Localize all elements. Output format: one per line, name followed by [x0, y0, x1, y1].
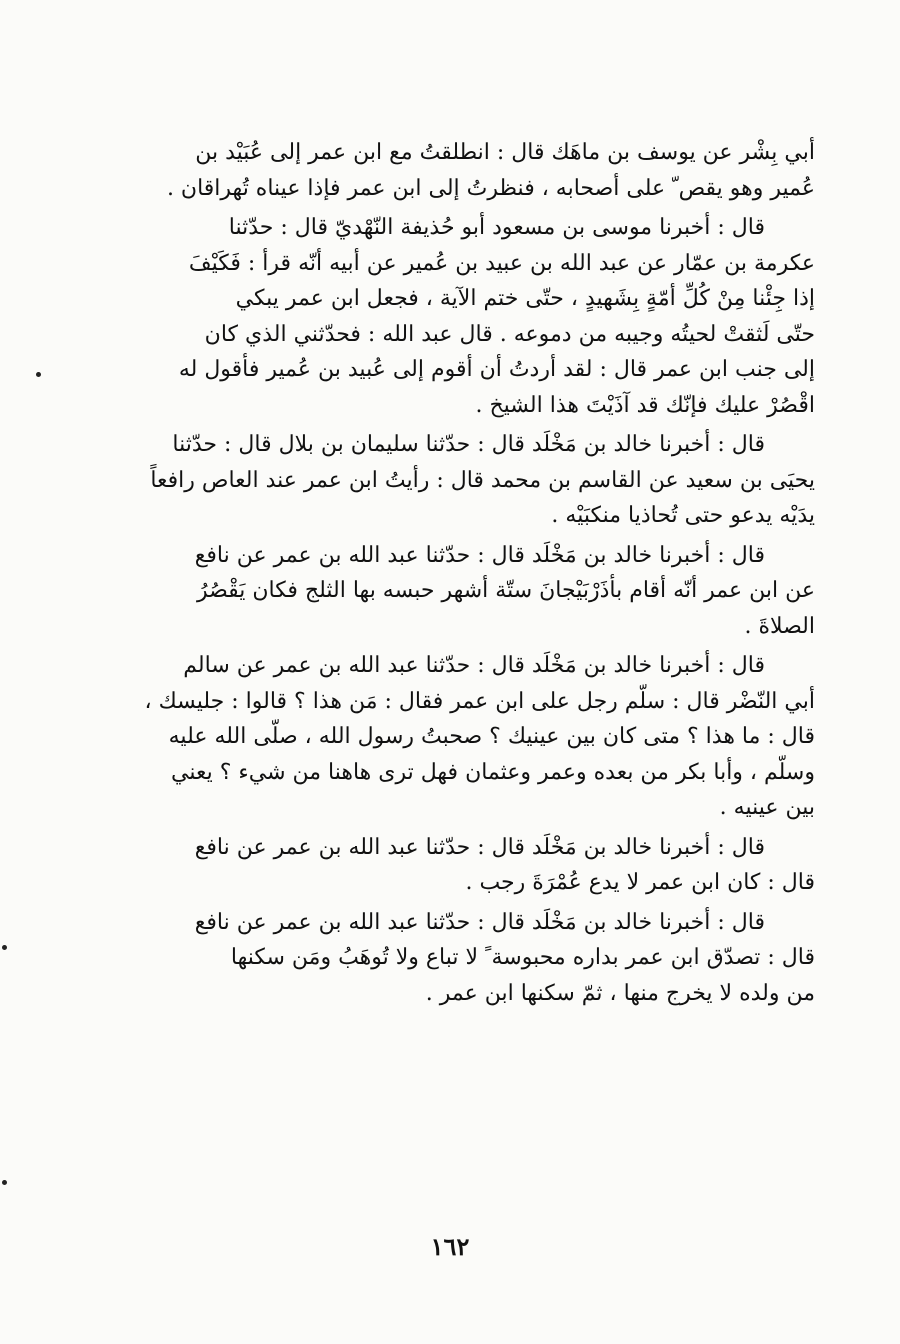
text-line: من ولده لا يخرج منها ، ثمّ سكنها ابن عمر . — [425, 980, 815, 1006]
text-line: اقْصُرْ عليك فإنّك قد آذَيْتَ هذا الشيخ . — [475, 392, 815, 418]
text-line: قال : أخبرنا خالد بن مَخْلَد قال : حدّثنا سليمان بن بلال قال : حدّثنا — [172, 432, 765, 457]
paragraph — [100, 135, 815, 206]
paragraph — [100, 905, 815, 1012]
text-line: أبي النّضْر قال : سلّم رجل على ابن عمر فقال : مَن هذا ؟ قالوا : جليسك ، — [144, 688, 815, 714]
text-line: إلى جنب ابن عمر قال : لقد أردتُ أن أقوم إلى عُبيد بن عُمير فأقول له — [178, 357, 815, 382]
text-line: عكرمة بن عمّار عن عبد الله بن عبيد بن عُمير عن أبيه أنّه قرأ : فَكَيْفَ — [188, 250, 815, 276]
text-line: قال : أخبرنا موسى بن مسعود أبو حُذيفة النّهْديّ قال : حدّثنا — [228, 215, 765, 240]
scan-speck — [2, 945, 7, 950]
paragraph — [100, 210, 815, 423]
text-line: يدَيْه يدعو حتى تُحاذيا منكبَيْه . — [551, 503, 815, 528]
paragraph — [100, 538, 815, 645]
text-line: قال : أخبرنا خالد بن مَخْلَد قال : حدّثنا عبد الله بن عمر عن سالم — [183, 653, 765, 678]
text-line: حتّى لَثقتْ لحيتُه وجيبه من دموعه . قال عبد الله : فحدّثني الذي كان — [204, 321, 815, 347]
scan-speck — [36, 372, 41, 377]
text-line: أبي بِشْر عن يوسف بن ماهَك قال : انطلقتُ مع ابن عمر إلى عُبَيْد بن — [195, 140, 815, 165]
scan-speck — [2, 1180, 7, 1185]
paragraph — [100, 427, 815, 534]
text-line: قال : أخبرنا خالد بن مَخْلَد قال : حدّثنا عبد الله بن عمر عن نافع — [194, 909, 765, 935]
text-line: عُمير وهو يقص ّ على أصحابه ، فنظرتُ إلى ابن عمر فإذا عيناه تُهراقان . — [166, 175, 815, 201]
text-line: عن ابن عمر أنّه أقام بأذَرْبَيْجانَ ستّة أشهر حبسه بها الثلج فكان يَقْصُرُ — [196, 578, 815, 603]
paragraph — [100, 830, 815, 901]
text-line: قال : تصدّق ابن عمر بداره محبوسة ً لا تباع ولا تُوهَبُ ومَن سكنها — [230, 945, 815, 970]
text-line: وسلّم ، وأبا بكر من بعده وعمر وعثمان فهل ترى هاهنا من شيء ؟ يعني — [171, 759, 815, 785]
text-line: بين عينيه . — [719, 795, 815, 820]
text-line: قال : ما هذا ؟ متى كان بين عينيك ؟ صحبتُ رسول الله ، صلّى الله عليه — [168, 724, 815, 749]
paragraph — [100, 648, 815, 826]
text-line: يحيَى بن سعيد عن القاسم بن محمد قال : رأيتُ ابن عمر عند العاص رافعاً — [150, 467, 815, 493]
page-body — [100, 135, 815, 1011]
text-line: إذا جِئْنا مِنْ كُلِّ أمّةٍ بِشَهيدٍ ، حتّى ختم الآية ، فجعل ابن عمر يبكي — [235, 286, 815, 311]
text-line: قال : كان ابن عمر لا يدع عُمْرَةَ رجب . — [465, 870, 815, 895]
page-number: ١٦٢ — [430, 1232, 470, 1261]
text-line: قال : أخبرنا خالد بن مَخْلَد قال : حدّثنا عبد الله بن عمر عن نافع — [194, 542, 765, 568]
text-line: الصلاةَ . — [744, 613, 815, 639]
text-line: قال : أخبرنا خالد بن مَخْلَد قال : حدّثنا عبد الله بن عمر عن نافع — [194, 834, 765, 860]
